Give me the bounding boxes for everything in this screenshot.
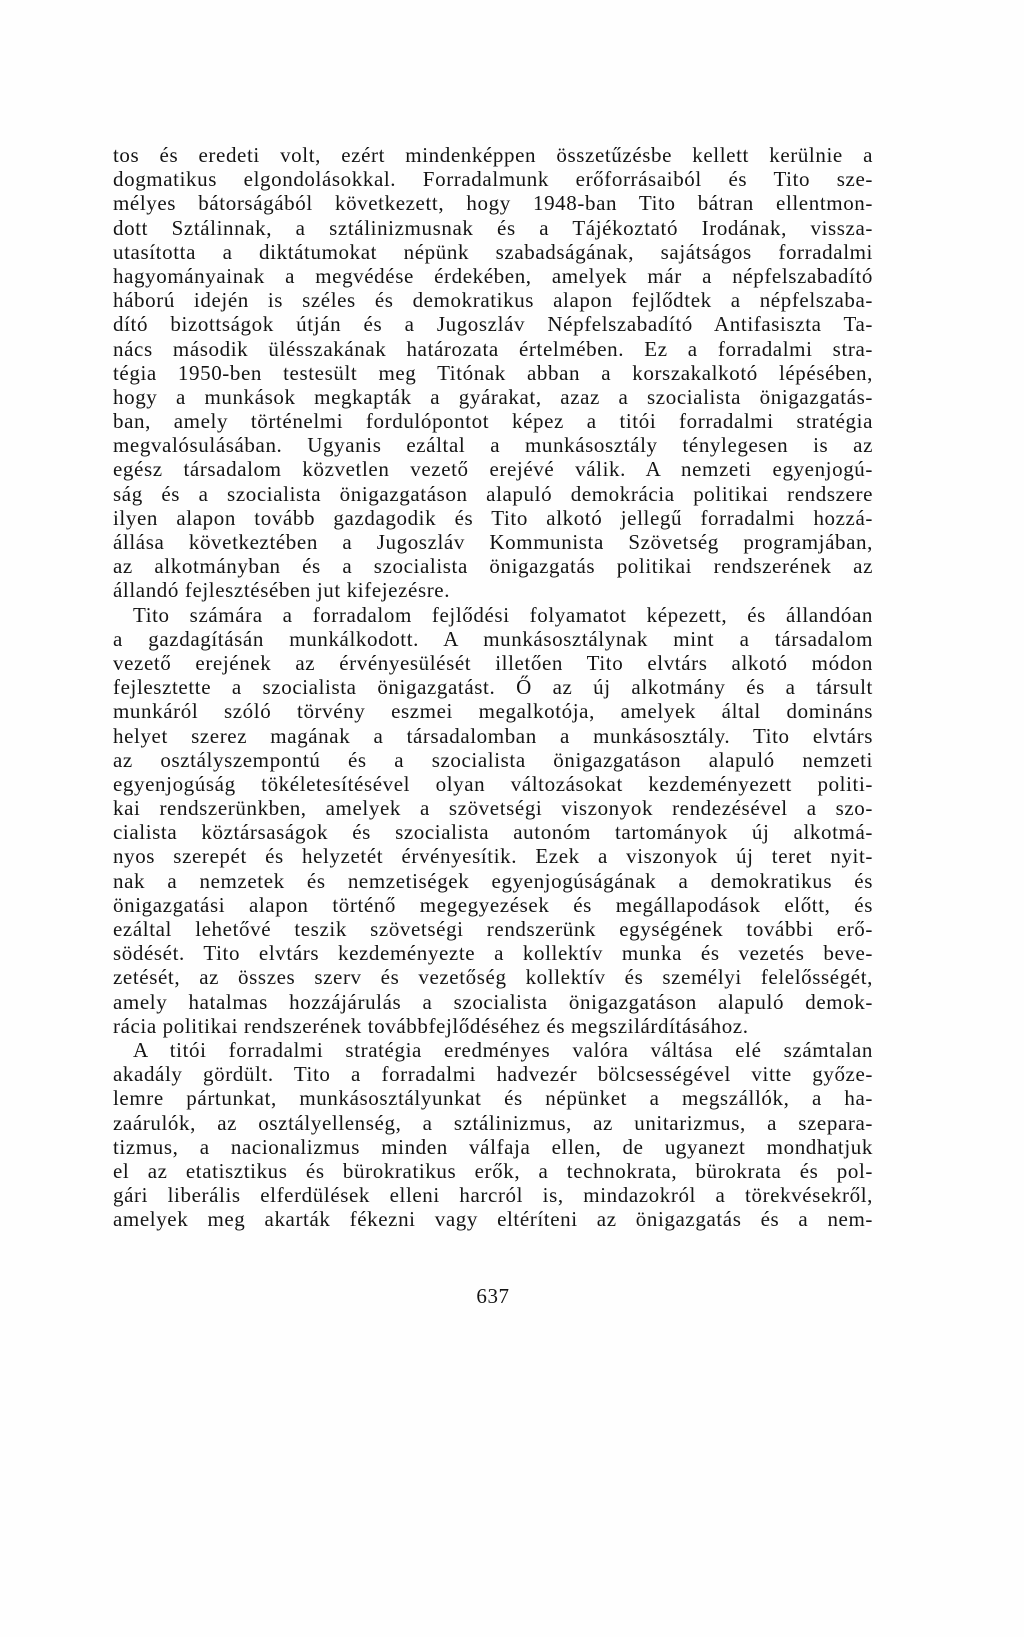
text-line: vezető erejének az érvényesülését illetően Tito elvtárs alkotó módon [113,650,873,675]
text-line: ilyen alapon tovább gazdagodik és Tito alkotó jellegű forradalmi hozzá- [113,505,873,530]
text-line: dító bizottságok útján és a Jugoszláv Népfelszabadító Antifasiszta Ta- [113,312,873,337]
text-line: ban, amely történelmi fordulópontot képez a titói forradalmi stratégia [113,409,873,434]
text-line: az alkotmányban és a szocialista önigazgatás politikai rendszerének az [113,554,873,579]
text-line: hagyományainak a megvédése érdekében, amelyek már a népfelszabadító [113,263,873,288]
text-line: tos és eredeti volt, ezért mindenképpen összetűzésbe kellett kerülnie a [113,143,873,167]
text-line: dogmatikus elgondolásokkal. Forradalmunk erőforrásaiból és Tito sze- [113,167,873,192]
text-line: ezáltal lehetővé teszik szövetségi rendszerünk egységének további erő- [113,917,873,941]
text-line: amely hatalmas hozzájárulás a szocialista önigazgatáson alapuló demok- [113,989,873,1014]
paragraph [113,603,873,1038]
text-line: Tito számára a forradalom fejlődési folyamatot képezett, és állandóan [133,602,873,627]
text-line: nyos szerepét és helyzetét érvényesítik. Ezek a viszonyok új teret nyit- [113,844,873,869]
text-line: megvalósulásában. Ugyanis ezáltal a munkásosztály ténylegesen is az [113,433,873,458]
text-line: egész társadalom közvetlen vezető erejévé válik. A nemzeti egyenjogú- [113,457,873,482]
text-line: kai rendszerünkben, amelyek a szövetségi viszonyok rendezésével a szo- [113,796,873,821]
text-line: helyet szerez magának a társadalomban a munkásosztály. Tito elvtárs [113,723,873,748]
text-line: utasította a diktátumokat népünk szabadságának, sajátságos forradalmi [113,239,873,264]
text-line: ság és a szocialista önigazgatáson alapuló demokrácia politikai rendszere [113,481,873,506]
text-line: el az etatisztikus és bürokratikus erők, a technokrata, bürokrata és pol- [113,1158,873,1183]
body-text [113,143,873,1231]
text-line: nács második ülésszakának határozata értelmében. Ez a forradalmi stra- [113,336,873,361]
text-line: az osztályszempontú és a szocialista önigazgatáson alapuló nemzeti [113,747,873,772]
text-line: tizmus, a nacionalizmus minden válfaja ellen, de ugyanezt mondhatjuk [113,1134,873,1159]
text-line: egyenjogúság tökéletesítésével olyan változásokat kezdeményezett politi- [113,771,873,796]
text-line: lemre pártunkat, munkásosztályunkat és népünket a megszállók, a ha- [113,1086,873,1111]
text-line: zaárulók, az osztályellenség, a sztálinizmus, az unitarizmus, a szepara- [113,1110,873,1135]
text-line: amelyek meg akarták fékezni vagy eltéríteni az önigazgatás és a nem- [113,1207,873,1232]
text-line: tégia 1950-ben testesült meg Titónak abban a korszakalkotó lépésében, [113,360,873,385]
text-line: södését. Tito elvtárs kezdeményezte a kollektív munka és vezetés beve- [113,941,873,966]
page-number: 637 [476,1284,510,1308]
text-line: munkáról szóló törvény eszmei megalkotója, amelyek által domináns [113,699,873,724]
text-line: hogy a munkások megkapták a gyárakat, azaz a szocialista önigazgatás- [113,384,873,409]
text-line: mélyes bátorságából következett, hogy 1948-ban Tito bátran ellentmon- [113,191,873,216]
text-line: fejlesztette a szocialista önigazgatást. Ő az új alkotmány és a társult [113,675,873,700]
text-line: gári liberális elferdülések elleni harcról is, mindazokról a törekvésekről, [113,1183,873,1208]
text-line: nak a nemzetek és nemzetiségek egyenjogúságának a demokratikus és [113,868,873,893]
text-line: A titói forradalmi stratégia eredményes valóra váltása elé számtalan [133,1037,873,1062]
text-line: cialista köztársaságok és szocialista autonóm tartományok új alkotmá- [113,820,873,845]
text-line: állása következtében a Jugoszláv Kommunista Szövetség programjában, [113,530,873,554]
text-line: dott Sztálinnak, a sztálinizmusnak és a Tájékoztató Irodának, vissza- [113,215,873,240]
paragraph [113,1038,873,1232]
paragraph [113,143,873,603]
text-line: háború idején is széles és demokratikus alapon fejlődtek a népfelszaba- [113,288,873,313]
text-line: zetését, az összes szerv és vezetőség kollektív és személyi felelősségét, [113,965,873,990]
text-line: önigazgatási alapon történő megegyezések és megállapodások előtt, és [113,892,873,917]
text-line: akadály gördült. Tito a forradalmi hadvezér bölcsességével vitte győze- [113,1062,873,1087]
text-line: a gazdagításán munkálkodott. A munkásosztálynak mint a társadalom [113,626,873,651]
text-line: állandó fejlesztésében jut kifejezésre. [113,578,451,603]
text-line: rácia politikai rendszerének továbbfejlődéséhez és megszilárdításához. [113,1013,749,1038]
